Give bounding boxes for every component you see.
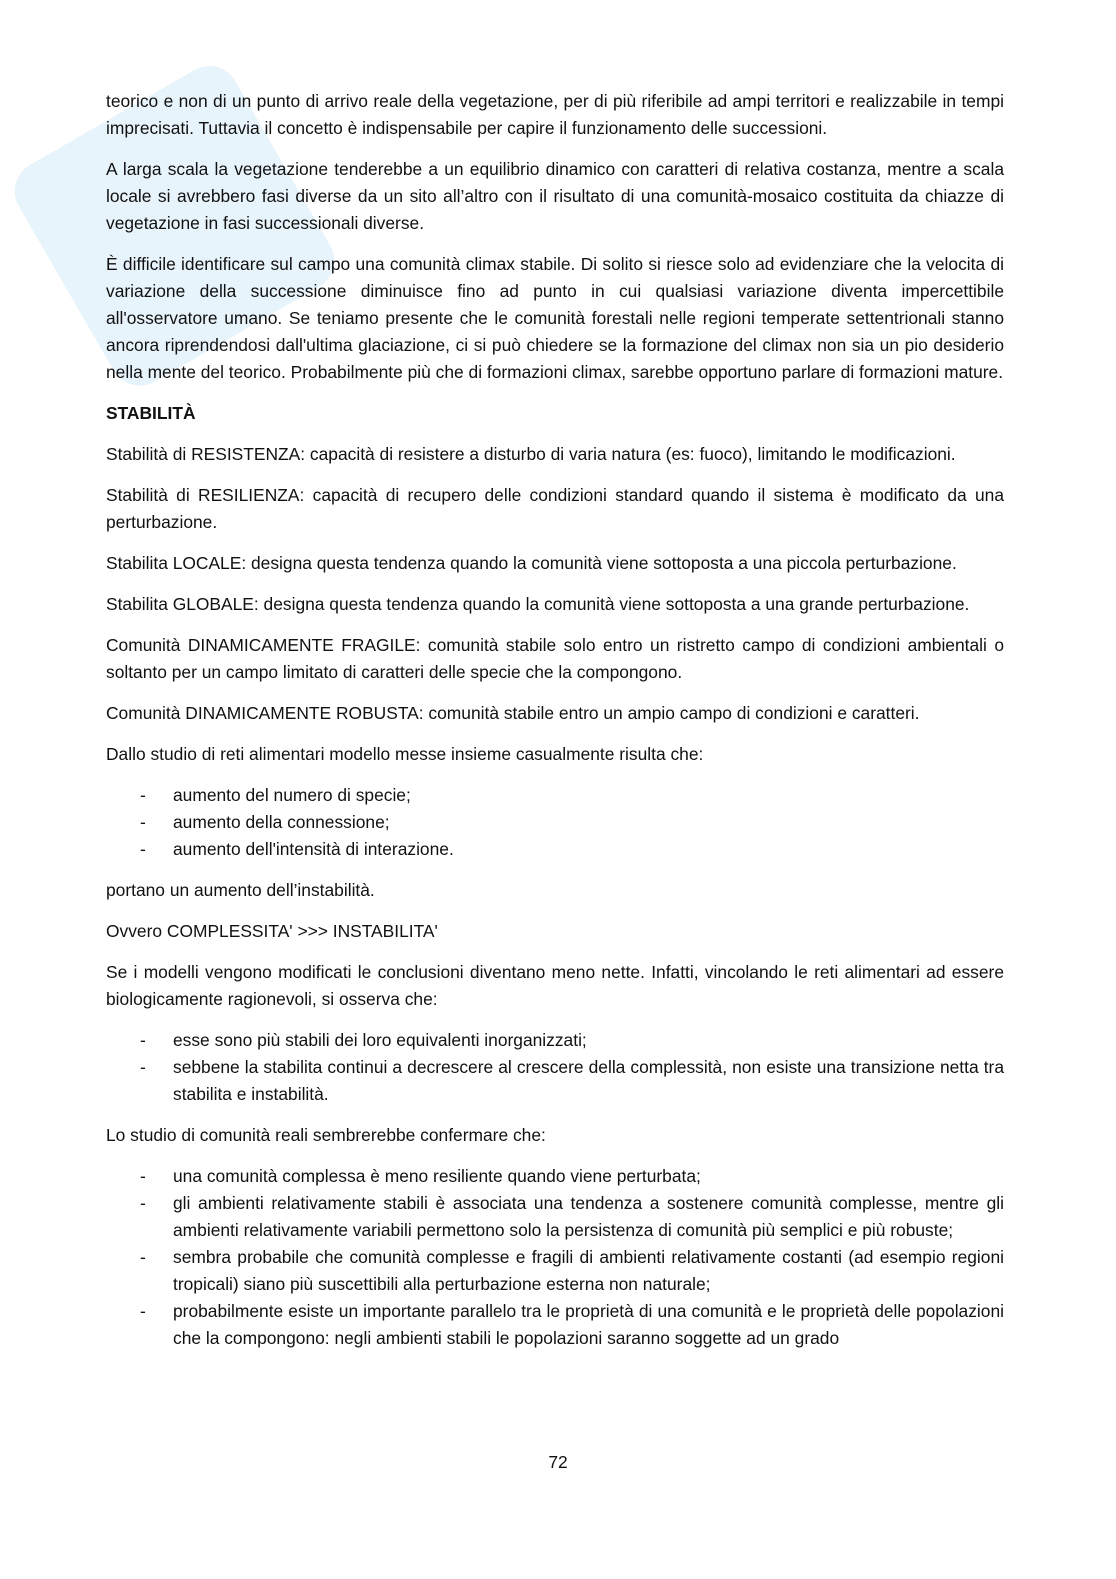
paragraph: Dallo studio di reti alimentari modello messe insieme casualmente risulta che: bbox=[106, 744, 704, 764]
paragraph: A larga scala la vegetazione tenderebbe a un equilibrio dinamico con caratteri di relativa costanza, mentre a scala locale si avrebbero fasi diverse da un sito all’altro con il risultato di una comunità-mosaico costituita da chiazze di vegetazione in fasi successionali diverse. bbox=[106, 159, 1004, 233]
list-item: - una comunità complessa è meno resiliente quando viene perturbata; bbox=[106, 1163, 1004, 1190]
definition-fragile: Comunità DINAMICAMENTE FRAGILE: comunità stabile solo entro un ristretto campo di condizioni ambientali o soltanto per un campo limitato di caratteri delle specie che la compongono. bbox=[106, 635, 1004, 682]
list-item: - aumento della connessione; bbox=[106, 809, 1004, 836]
paragraph: Lo studio di comunità reali sembrerebbe confermare che: bbox=[106, 1125, 546, 1145]
bullet-list bbox=[106, 1027, 1004, 1108]
list-item: - probabilmente esiste un importante parallelo tra le proprietà di una comunità e le proprietà delle popolazioni che la compongono: negli ambienti stabili le popolazioni saranno soggette ad un grado bbox=[106, 1298, 1004, 1352]
paragraph: teorico e non di un punto di arrivo reale della vegetazione, per di più riferibile ad ampi territori e realizzabile in tempi imprecisati. Tuttavia il concetto è indispensabile per capire il funzionamento delle successioni. bbox=[106, 91, 1004, 138]
list-item: - sebbene la stabilita continui a decrescere al crescere della complessità, non esiste una transizione netta tra stabilita e instabilità. bbox=[106, 1054, 1004, 1108]
page-number: 72 bbox=[548, 1452, 568, 1472]
list-item: - sembra probabile che comunità complesse e fragili di ambienti relativamente costanti (ad esempio regioni tropicali) siano più suscettibili alla perturbazione esterna non naturale; bbox=[106, 1244, 1004, 1298]
list-item: - aumento del numero di specie; bbox=[106, 782, 1004, 809]
list-item: - aumento dell'intensità di interazione. bbox=[106, 836, 1004, 863]
paragraph: portano un aumento dell’instabilità. bbox=[106, 880, 375, 900]
list-item: - esse sono più stabili dei loro equivalenti inorganizzati; bbox=[106, 1027, 1004, 1054]
definition-resistenza: Stabilità di RESISTENZA: capacità di resistere a disturbo di varia natura (es: fuoco), limitando le modificazioni. bbox=[106, 444, 956, 464]
definition-resilienza: Stabilità di RESILIENZA: capacità di recupero delle condizioni standard quando il sistema è modificato da una perturbazione. bbox=[106, 485, 1004, 532]
definition-globale: Stabilita GLOBALE: designa questa tendenza quando la comunità viene sottoposta a una grande perturbazione. bbox=[106, 594, 970, 614]
page-content bbox=[106, 88, 1004, 1366]
paragraph: Ovvero COMPLESSITA' >>> INSTABILITA' bbox=[106, 921, 438, 941]
bullet-list bbox=[106, 782, 1004, 863]
bullet-list bbox=[106, 1163, 1004, 1352]
definition-locale: Stabilita LOCALE: designa questa tendenza quando la comunità viene sottoposta a una piccola perturbazione. bbox=[106, 553, 957, 573]
paragraph: Se i modelli vengono modificati le conclusioni diventano meno nette. Infatti, vincolando le reti alimentari ad essere biologicamente ragionevoli, si osserva che: bbox=[106, 962, 1004, 1009]
definition-robusta: Comunità DINAMICAMENTE ROBUSTA: comunità stabile entro un ampio campo di condizioni e caratteri. bbox=[106, 703, 920, 723]
section-heading: STABILITÀ bbox=[106, 403, 196, 423]
paragraph: È difficile identificare sul campo una comunità climax stabile. Di solito si riesce solo ad evidenziare che la velocita di variazione della successione diminuisce fino ad punto in cui qualsiasi variazione diventa impercettibile all'osservatore umano. Se teniamo presente che le comunità forestali nelle regioni temperate settentrionali stanno ancora riprendendosi dall'ultima glaciazione, ci si può chiedere se la formazione del climax non sia un pio desiderio nella mente del teorico. Probabilmente più che di formazioni climax, sarebbe opportuno parlare di formazioni mature. bbox=[106, 254, 1004, 382]
list-item: - gli ambienti relativamente stabili è associata una tendenza a sostenere comunità complesse, mentre gli ambienti relativamente variabili permettono solo la persistenza di comunità più semplici e più robuste; bbox=[106, 1190, 1004, 1244]
